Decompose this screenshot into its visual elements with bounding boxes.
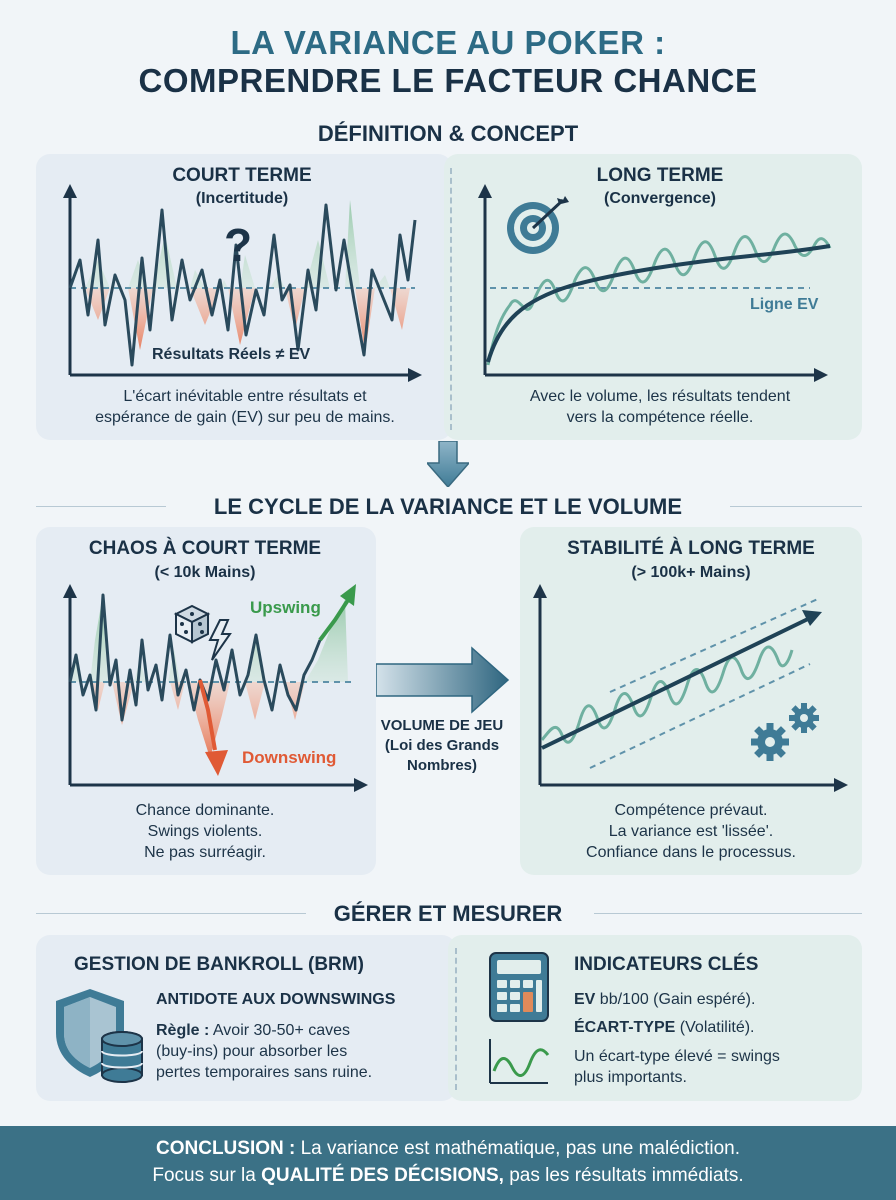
chaos-subtitle: (< 10k Mains)	[154, 564, 256, 581]
chaos-caption: Chance dominante. Swings violents. Ne pas surréagir.	[135, 802, 275, 861]
dice-icon	[172, 598, 238, 662]
volume-label: VOLUME DE JEU (Loi des Grands Nombres)	[380, 717, 504, 774]
bankroll-title: GESTION DE BANKROLL (BRM)	[74, 954, 364, 975]
short-term-chart-label: Résultats Réels ≠ EV	[152, 346, 311, 363]
ev-indicator: EV bb/100 (Gain espéré).	[574, 991, 756, 1008]
calculator-icon	[488, 951, 550, 1023]
section2-title: LE CYCLE DE LA VARIANCE ET LE VOLUME	[213, 494, 683, 519]
stability-title: STABILITÉ À LONG TERME	[567, 538, 815, 559]
right-arrow-icon	[376, 644, 510, 716]
wave-chart-icon	[486, 1035, 552, 1087]
stability-subtitle: (> 100k+ Mains)	[631, 564, 751, 581]
lightning-icon	[210, 620, 230, 660]
down-arrow-icon	[427, 441, 469, 487]
question-mark-icon: ?	[223, 219, 253, 271]
long-term-title: LONG TERME	[596, 165, 724, 186]
chaos-title: CHAOS À COURT TERME	[88, 538, 322, 559]
coin-stack-icon	[102, 1032, 142, 1082]
section1-title: DÉFINITION & CONCEPT	[317, 121, 579, 146]
stability-caption: Compétence prévaut. La variance est 'lissée'. Confiance dans le processus.	[586, 802, 796, 861]
short-term-subtitle: (Incertitude)	[195, 190, 289, 207]
downswing-area	[70, 682, 305, 758]
shield-icon	[50, 985, 150, 1085]
upper-channel	[610, 598, 820, 692]
bankroll-subtitle: ANTIDOTE AUX DOWNSWINGS	[156, 991, 396, 1008]
long-term-chart	[470, 180, 850, 385]
std-note: Un écart-type élevé = swings plus importants.	[574, 1048, 780, 1086]
short-term-caption: L'écart inévitable entre résultats et espérance de gain (EV) sur peu de mains.	[95, 388, 395, 426]
long-term-subtitle: (Convergence)	[603, 190, 717, 207]
short-term-title: COURT TERME	[172, 165, 312, 186]
gears-icon	[748, 698, 826, 766]
bankroll-rule: Règle : Avoir 30-50+ caves (buy-ins) pour absorber les pertes temporaires sans ruine.	[156, 1022, 373, 1081]
section3-divider	[455, 948, 457, 1090]
long-term-caption: Avec le volume, les résultats tendent vers la compétence réelle.	[529, 388, 791, 426]
downswing-label: Downswing	[242, 748, 337, 767]
indicators-title: INDICATEURS CLÉS	[574, 954, 759, 975]
page-title-line1: LA VARIANCE AU POKER :	[230, 24, 666, 61]
ev-line-label: Ligne EV	[750, 296, 819, 313]
upswing-label: Upswing	[250, 598, 321, 617]
section1-divider	[450, 168, 452, 430]
conclusion-banner: CONCLUSION : La variance est mathématique, pas une malédiction. Focus sur la QUALITÉ DES DÉCISIONS, pas les résultats immédiats.	[0, 1126, 896, 1200]
page-title-line2: COMPRENDRE LE FACTEUR CHANCE	[138, 62, 758, 99]
section3-title: GÉRER ET MESURER	[333, 901, 563, 926]
std-indicator: ÉCART-TYPE (Volatilité).	[574, 1019, 755, 1036]
